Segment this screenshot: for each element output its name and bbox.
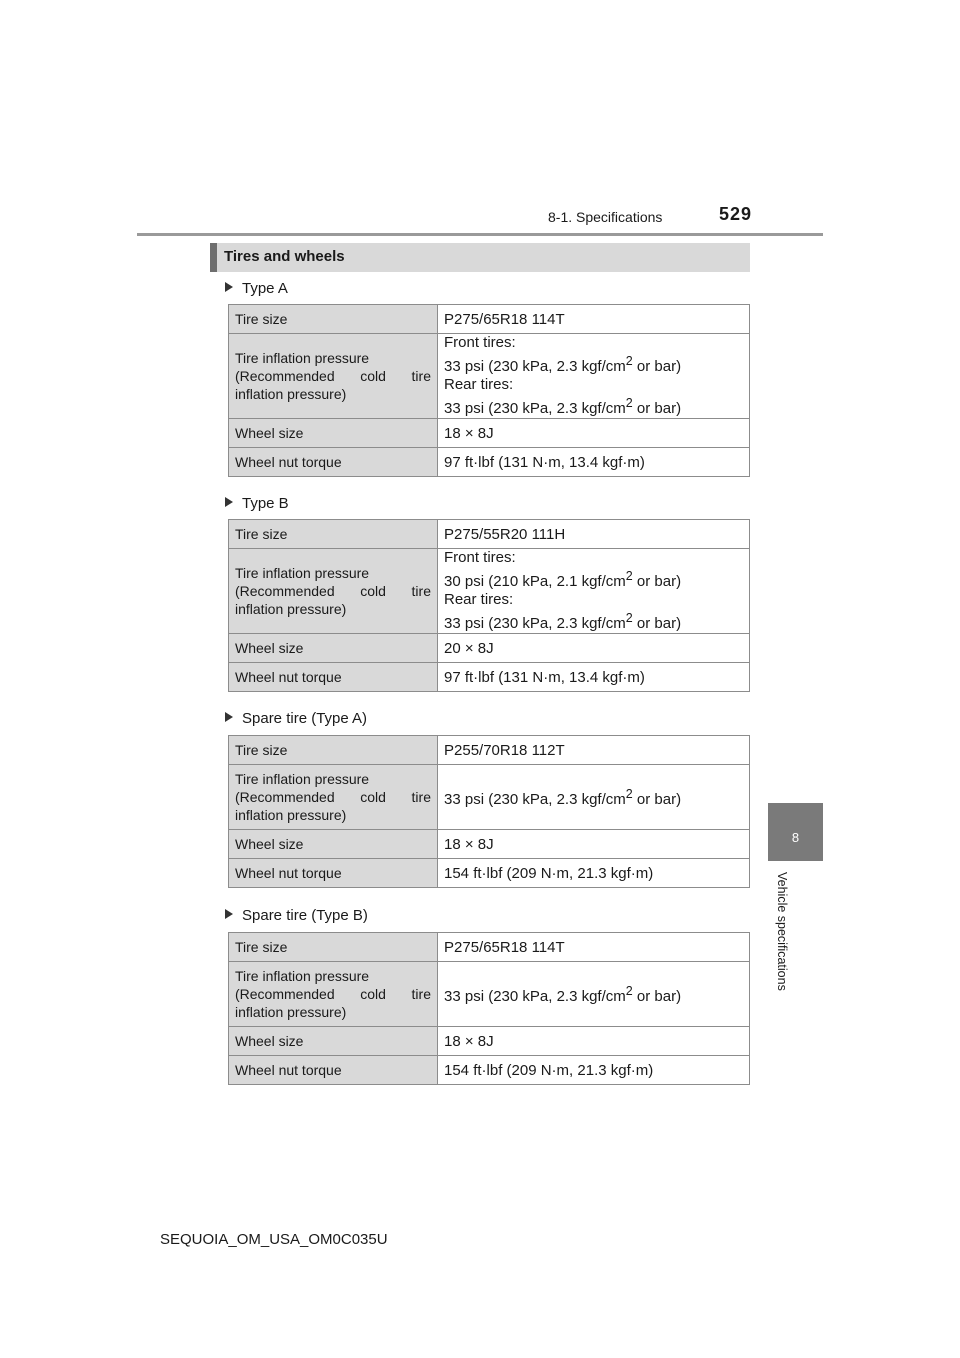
chapter-tab-label: Vehicle specifications bbox=[775, 872, 789, 991]
row-value: 18 × 8J bbox=[438, 1027, 750, 1056]
row-label: Tire size bbox=[229, 520, 438, 549]
section-title: Tires and wheels bbox=[224, 248, 345, 265]
row-label: Wheel nut torque bbox=[229, 859, 438, 888]
group-heading-type-b: Type B bbox=[225, 495, 289, 512]
row-value: 33 psi (230 kPa, 2.3 kgf/$cm^2$ or bar) bbox=[438, 765, 750, 830]
row-value: 18 × 8J bbox=[438, 830, 750, 859]
row-label: Wheel size bbox=[229, 830, 438, 859]
spec-table-type-b bbox=[228, 519, 750, 692]
group-heading-type-a: Type A bbox=[225, 280, 288, 297]
row-label: Tire inflation pressure (Recommended cold tire inflation pressure) bbox=[229, 765, 438, 830]
table-row bbox=[229, 634, 750, 663]
row-value: Front tires: 33 psi (230 kPa, 2.3 kgf/$cm^2$ or bar) Rear tires: 33 psi (230 kPa, 2.3 kgf/$cm^2$ or bar) bbox=[438, 334, 750, 419]
row-value: 97 ft·lbf (131 N·m, 13.4 kgf·m) bbox=[438, 663, 750, 692]
row-value: 154 ft·lbf (209 N·m, 21.3 kgf·m) bbox=[438, 859, 750, 888]
row-value: 33 psi (230 kPa, 2.3 kgf/$cm^2$ or bar) bbox=[438, 962, 750, 1027]
table-row bbox=[229, 859, 750, 888]
row-value: 18 × 8J bbox=[438, 419, 750, 448]
row-label: Tire inflation pressure (Recommended cold tire inflation pressure) bbox=[229, 334, 438, 419]
row-value: 20 × 8J bbox=[438, 634, 750, 663]
row-label: Tire inflation pressure (Recommended cold tire inflation pressure) bbox=[229, 962, 438, 1027]
spec-table-spare-type-a bbox=[228, 735, 750, 888]
table-row bbox=[229, 962, 750, 1027]
spec-table-spare-type-b bbox=[228, 932, 750, 1085]
row-value: P275/65R18 114T bbox=[438, 933, 750, 962]
document-code: SEQUOIA_OM_USA_OM0C035U bbox=[160, 1231, 388, 1248]
group-heading-spare-type-b: Spare tire (Type B) bbox=[225, 907, 368, 924]
row-label: Tire size bbox=[229, 305, 438, 334]
triangle-bullet-icon bbox=[225, 909, 233, 919]
row-label: Wheel nut torque bbox=[229, 663, 438, 692]
group-heading-spare-type-a: Spare tire (Type A) bbox=[225, 710, 367, 727]
row-value: 154 ft·lbf (209 N·m, 21.3 kgf·m) bbox=[438, 1056, 750, 1085]
spec-table-type-a bbox=[228, 304, 750, 477]
table-row bbox=[229, 663, 750, 692]
triangle-bullet-icon bbox=[225, 712, 233, 722]
row-label: Wheel size bbox=[229, 1027, 438, 1056]
row-label: Tire size bbox=[229, 933, 438, 962]
table-row bbox=[229, 736, 750, 765]
table-row bbox=[229, 1056, 750, 1085]
row-value: P275/55R20 111H bbox=[438, 520, 750, 549]
header-rule bbox=[137, 233, 823, 236]
row-label: Wheel size bbox=[229, 419, 438, 448]
section-title-bar bbox=[210, 243, 750, 272]
table-row bbox=[229, 419, 750, 448]
row-value: Front tires: 30 psi (210 kPa, 2.1 kgf/$cm^2$ or bar) Rear tires: 33 psi (230 kPa, 2.3 kgf/$cm^2$ or bar) bbox=[438, 549, 750, 634]
row-label: Tire inflation pressure (Recommended cold tire inflation pressure) bbox=[229, 549, 438, 634]
table-row bbox=[229, 334, 750, 419]
table-row bbox=[229, 549, 750, 634]
table-row bbox=[229, 933, 750, 962]
table-row bbox=[229, 520, 750, 549]
row-label: Wheel nut torque bbox=[229, 448, 438, 477]
row-label: Tire size bbox=[229, 736, 438, 765]
row-value: 97 ft·lbf (131 N·m, 13.4 kgf·m) bbox=[438, 448, 750, 477]
table-row bbox=[229, 305, 750, 334]
chapter-tab-number: 8 bbox=[791, 830, 800, 845]
page-number: 529 bbox=[719, 204, 753, 224]
triangle-bullet-icon bbox=[225, 497, 233, 507]
header-section-title: 8-1. Specifications bbox=[548, 209, 663, 225]
row-value: P275/65R18 114T bbox=[438, 305, 750, 334]
chapter-tab bbox=[768, 803, 823, 861]
triangle-bullet-icon bbox=[225, 282, 233, 292]
row-label: Wheel size bbox=[229, 634, 438, 663]
row-value: P255/70R18 112T bbox=[438, 736, 750, 765]
table-row bbox=[229, 830, 750, 859]
row-label: Wheel nut torque bbox=[229, 1056, 438, 1085]
table-row bbox=[229, 765, 750, 830]
table-row bbox=[229, 448, 750, 477]
table-row bbox=[229, 1027, 750, 1056]
